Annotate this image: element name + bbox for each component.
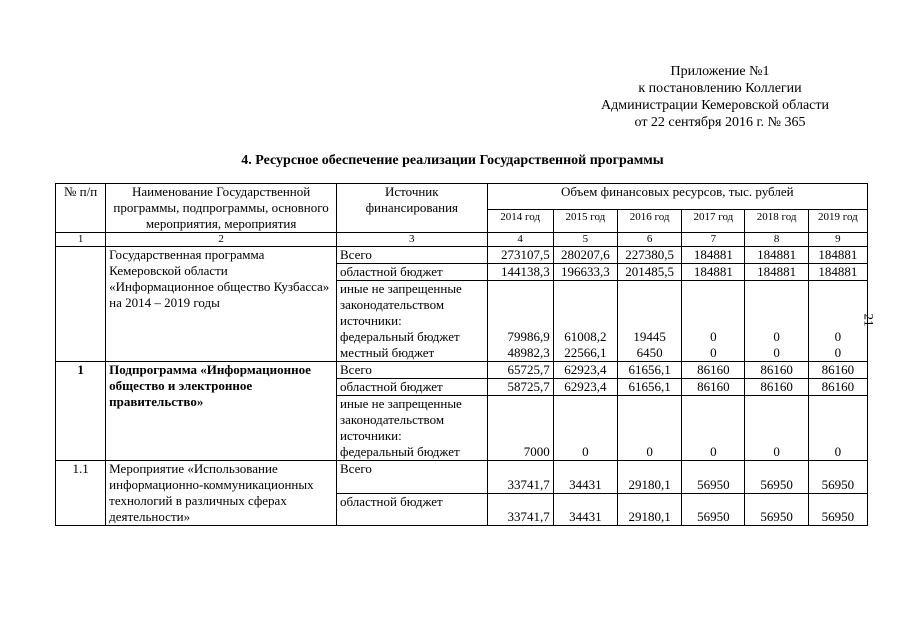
row-number: 1	[56, 362, 106, 461]
value: 33741,7	[507, 476, 550, 492]
value: 0	[773, 345, 780, 360]
value: 0	[582, 444, 589, 459]
value-cell	[618, 379, 682, 396]
value: 56950	[821, 476, 855, 492]
value: 79986,9	[507, 329, 550, 344]
resource-table	[55, 183, 868, 526]
value: 62923,4	[564, 379, 607, 394]
value: 61008,2	[564, 329, 607, 344]
value: 201485,5	[625, 264, 675, 279]
value: 144138,3	[501, 264, 550, 279]
column-index: 1	[56, 233, 106, 247]
value: 62923,4	[564, 362, 607, 377]
value-cell	[487, 379, 553, 396]
value	[621, 428, 678, 444]
year-header: 2017 год	[682, 210, 745, 233]
value-cell	[682, 379, 745, 396]
value: 61656,1	[628, 379, 671, 394]
value: 273107,5	[501, 247, 550, 262]
value-cell	[808, 396, 867, 461]
column-index: 7	[682, 233, 745, 247]
value	[748, 313, 804, 329]
value-cell	[682, 247, 745, 264]
value-cell	[808, 379, 867, 396]
value: 0	[834, 345, 842, 360]
value: 86160	[760, 362, 793, 377]
value: 56950	[760, 509, 793, 524]
value-cell	[745, 461, 808, 494]
value: 86160	[821, 362, 855, 377]
value-cell	[618, 396, 682, 461]
column-index: 3	[337, 233, 488, 247]
value-cell	[487, 493, 553, 526]
table-row	[56, 461, 868, 494]
value-cell	[745, 281, 808, 362]
value: 61656,1	[628, 362, 671, 377]
value: 184881	[757, 264, 797, 279]
year-header: 2016 год	[618, 210, 682, 233]
value-cell	[808, 461, 867, 494]
funding-source-label: федеральный бюджет	[340, 329, 460, 344]
value-cell	[618, 264, 682, 281]
year-header: 2014 год	[487, 210, 553, 233]
header-line-1: Приложение №1	[670, 64, 770, 79]
value-cell	[808, 362, 867, 379]
value: 184881	[818, 247, 858, 262]
value: 0	[834, 444, 842, 459]
value: 184881	[757, 247, 797, 262]
funding-source-label: Всего	[340, 247, 372, 262]
value: 0	[646, 444, 653, 459]
header-line-2: к постановлению Коллегии	[638, 81, 802, 96]
value-cell	[553, 461, 617, 494]
value: 56950	[697, 509, 730, 524]
value-cell	[808, 493, 867, 526]
value	[621, 313, 678, 329]
column-index: 5	[553, 233, 617, 247]
value-cell	[618, 362, 682, 379]
value: 56950	[760, 476, 793, 492]
document-title: 4. Ресурсное обеспечение реализации Государственной программы	[241, 153, 664, 168]
column-index-row	[56, 233, 868, 247]
value	[491, 313, 550, 329]
column-index: 6	[618, 233, 682, 247]
funding-source-label: Всего	[340, 461, 372, 476]
value-cell	[808, 281, 867, 362]
funding-source	[337, 379, 488, 396]
value: 280207,6	[561, 247, 610, 262]
funding-source	[337, 247, 488, 264]
funding-source-label: областной бюджет	[340, 264, 443, 279]
funding-source	[337, 362, 488, 379]
funding-source-label: областной бюджет	[340, 379, 443, 394]
value: 34431	[569, 476, 602, 492]
value-cell	[553, 379, 617, 396]
value: 0	[710, 444, 717, 459]
value-cell	[618, 493, 682, 526]
value-cell	[808, 247, 867, 264]
value-cell	[745, 396, 808, 461]
value-cell	[618, 461, 682, 494]
table-row	[56, 362, 868, 379]
value: 7000	[523, 444, 550, 459]
funding-source-label: федеральный бюджет	[340, 444, 460, 459]
program-name: Мероприятие «Использование информационно-коммуникационных технологий в различных сферах деятельности»	[106, 461, 337, 526]
value-cell	[745, 264, 808, 281]
year-header: 2019 год	[808, 210, 867, 233]
col-header-num: № п/п	[56, 184, 106, 233]
value-cell	[553, 493, 617, 526]
header-row	[56, 184, 868, 210]
value-cell	[487, 461, 553, 494]
value: 29180,1	[628, 476, 671, 492]
header-line-4: от 22 сентября 2016 г. № 365	[634, 115, 806, 130]
value-cell	[682, 362, 745, 379]
column-index: 4	[487, 233, 553, 247]
value-cell	[682, 461, 745, 494]
value-cell	[745, 493, 808, 526]
value: 0	[773, 444, 780, 459]
value	[491, 428, 550, 444]
value: 196633,3	[561, 264, 610, 279]
value	[685, 313, 741, 329]
value-cell	[682, 396, 745, 461]
value	[557, 313, 614, 329]
value: 33741,7	[507, 509, 550, 524]
funding-source-label: местный бюджет	[340, 345, 435, 360]
funding-source	[337, 493, 488, 526]
value-cell	[487, 247, 553, 264]
value: 227380,5	[625, 247, 675, 262]
value-cell	[618, 247, 682, 264]
row-number: 1.1	[56, 461, 106, 526]
value-cell	[682, 493, 745, 526]
value: 19445	[633, 329, 666, 344]
value-cell	[553, 281, 617, 362]
value-cell	[682, 264, 745, 281]
value-cell	[553, 247, 617, 264]
funding-source-label: иные не запрещенные законодательством источники:	[340, 396, 462, 443]
value: 86160	[697, 379, 730, 394]
value-cell	[682, 281, 745, 362]
value-cell	[553, 264, 617, 281]
value-cell	[745, 362, 808, 379]
value-cell	[487, 281, 553, 362]
value: 56950	[697, 476, 730, 492]
value: 29180,1	[628, 509, 671, 524]
value	[748, 428, 804, 444]
col-header-name: Наименование Государственной программы, подпрограммы, основного мероприятия, мероприятия	[106, 184, 337, 233]
funding-source	[337, 264, 488, 281]
year-header: 2015 год	[553, 210, 617, 233]
value: 0	[710, 345, 717, 360]
funding-source-label: иные не запрещенные законодательством источники:	[340, 281, 462, 328]
value-cell	[745, 247, 808, 264]
col-header-source: Источник финансирования	[337, 184, 488, 233]
value: 65725,7	[507, 362, 550, 377]
program-name: Подпрограмма «Информационное общество и электронное правительство»	[106, 362, 337, 461]
value: 86160	[697, 362, 730, 377]
program-name: Государственная программа Кемеровской области «Информационное общество Кузбасса» на 2014 – 2019 годы	[106, 247, 337, 362]
value: 22566,1	[564, 345, 607, 360]
funding-source	[337, 281, 488, 362]
value	[557, 428, 614, 444]
value: 34431	[569, 509, 602, 524]
value: 6450	[636, 345, 663, 360]
value: 86160	[821, 379, 855, 394]
page-number: 21	[861, 313, 877, 327]
value: 48982,3	[507, 345, 550, 360]
col-header-volume: Объем финансовых ресурсов, тыс. рублей	[487, 184, 867, 210]
value	[685, 428, 741, 444]
value: 0	[773, 329, 780, 344]
column-index: 8	[745, 233, 808, 247]
value: 58725,7	[507, 379, 550, 394]
value: 184881	[818, 264, 858, 279]
year-header: 2018 год	[745, 210, 808, 233]
value	[812, 428, 864, 444]
value-cell	[487, 396, 553, 461]
column-index: 9	[808, 233, 867, 247]
value-cell	[553, 396, 617, 461]
value: 184881	[693, 247, 733, 262]
value: 0	[834, 329, 842, 344]
value: 0	[710, 329, 717, 344]
value: 86160	[760, 379, 793, 394]
value-cell	[553, 362, 617, 379]
value-cell	[487, 362, 553, 379]
table-row	[56, 247, 868, 264]
funding-source-label: Всего	[340, 362, 372, 377]
value-cell	[487, 264, 553, 281]
funding-source-label: областной бюджет	[340, 493, 443, 509]
value: 56950	[821, 509, 855, 524]
row-number	[56, 247, 106, 362]
column-index: 2	[106, 233, 337, 247]
value-cell	[618, 281, 682, 362]
header-line-3: Администрации Кемеровской области	[601, 98, 829, 113]
value	[812, 313, 864, 329]
value-cell	[808, 264, 867, 281]
funding-source	[337, 396, 488, 461]
funding-source	[337, 461, 488, 494]
value: 184881	[693, 264, 733, 279]
value-cell	[745, 379, 808, 396]
